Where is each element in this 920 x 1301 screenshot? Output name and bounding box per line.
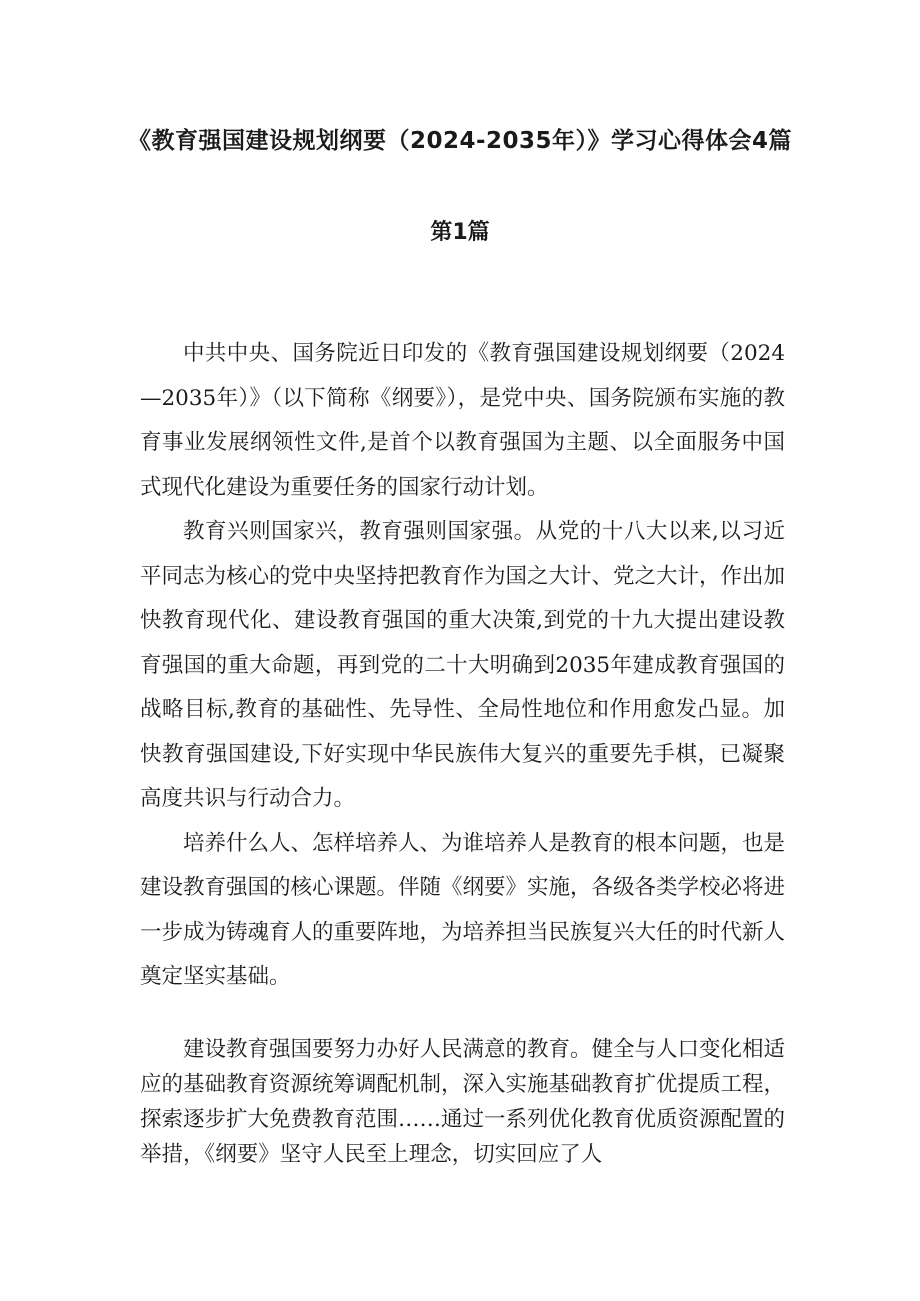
paragraph-1: 中共中央、国务院近日印发的《教育强国建设规划纲要（2024—2035年）》（以下简称《纲要》），是党中央、国务院颁布实施的教育事业发展纲领性文件,是首个以教育强国为主题、以全面服务中国式现代化建设为重要任务的国家行动计划。	[140, 341, 785, 500]
document-title: 《教育强国建设规划纲要（2024-2035年）》学习心得体会4篇	[127, 128, 793, 154]
body-text-upper	[140, 332, 785, 1000]
paragraph-3: 培养什么人、怎样培养人、为谁培养人是教育的根本问题，也是建设教育强国的核心课题。伴随《纲要》实施，各级各类学校必将进一步成为铸魂育人的重要阵地，为培养担当民族复兴大任的时代新人奠定坚实基础。	[140, 830, 786, 989]
paragraph-2: 教育兴则国家兴，教育强则国家强。从党的十八大以来,以习近平同志为核心的党中央坚持把教育作为国之大计、党之大计，作出加快教育现代化、建设教育强国的重大决策,到党的十九大提出建设教育强国的重大命题，再到党的二十大明确到2035年建成教育强国的战略目标,教育的基础性、先导性、全局性地位和作用愈发凸显。加快教育强国建设,下好实现中华民族伟大复兴的重要先手棋，已凝聚高度共识与行动合力。	[140, 519, 786, 811]
body-text-lower	[140, 1032, 785, 1172]
paragraph-4: 建设教育强国要努力办好人民满意的教育。健全与人口变化相适应的基础教育资源统筹调配机制，深入实施基础教育扩优提质工程，探索逐步扩大免费教育范围……通过一系列优化教育优质资源配置的举措，《纲要》坚守人民至上理念，切实回应了人	[140, 1037, 786, 1167]
section-title: 第1篇	[430, 220, 490, 245]
